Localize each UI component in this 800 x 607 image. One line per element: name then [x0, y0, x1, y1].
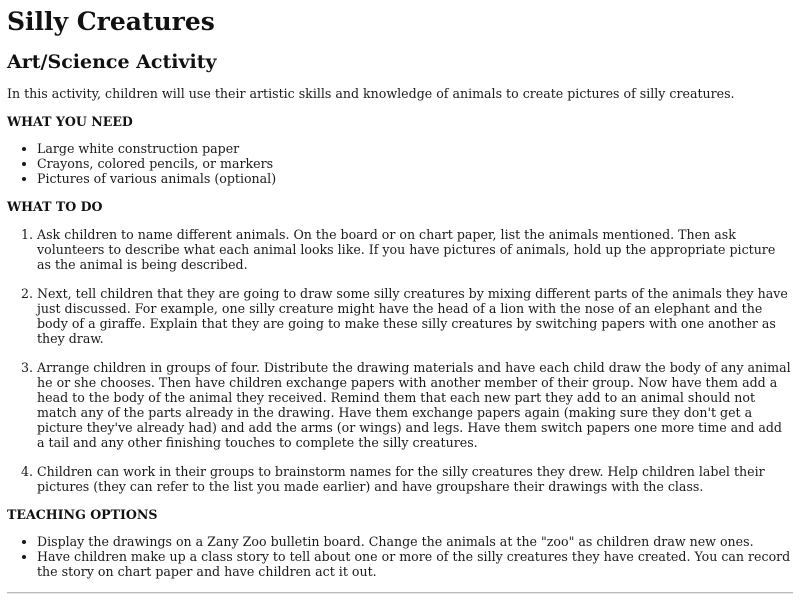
- page-subtitle: Art/Science Activity: [7, 51, 217, 73]
- teaching-options-list: [7, 534, 793, 579]
- list-item: • Large white construction paper: [37, 141, 793, 156]
- list-item: • Pictures of various animals (optional): [37, 171, 793, 186]
- step-item: 1. Ask children to name different animals. On the board or on chart paper, list the animals mentioned. Then ask volunteers to describe what each animal looks like. If you have pictures of animals, hold up the appropriate picture as the animal is being described.: [37, 227, 793, 272]
- step-item: 2. Next, tell children that they are going to draw some silly creatures by mixing different parts of the animals they have just discussed. For example, one silly creature might have the head of a lion with the nose of an elephant and the body of a giraffe. Explain that they are going to make these silly creatures by switching papers with one another as they draw.: [37, 286, 793, 346]
- list-item: • Crayons, colored pencils, or markers: [37, 156, 793, 171]
- section-heading-teaching-options: TEACHING OPTIONS: [7, 507, 158, 522]
- materials-list: [7, 141, 793, 186]
- list-item: • Display the drawings on a Zany Zoo bulletin board. Change the animals at the "zoo" as children draw new ones.: [37, 534, 793, 549]
- step-item: 3. Arrange children in groups of four. Distribute the drawing materials and have each child draw the body of any animal he or she chooses. Then have children exchange papers with another member of their group. Now have them add a head to the body of the animal they received. Remind them that each new part they add to an animal should not match any of the parts already in the drawing. Have them exchange papers again (making sure they don't get a picture they've already had) and add the arms (or wings) and legs. Have them switch papers one more time and add a tail and any other finishing touches to complete the silly creatures.: [37, 360, 793, 450]
- document-page: [0, 7, 800, 594]
- section-heading-what-you-need: WHAT YOU NEED: [7, 114, 133, 129]
- divider: [7, 592, 793, 594]
- section-heading-what-to-do: WHAT TO DO: [7, 199, 103, 214]
- list-item: • Have children make up a class story to tell about one or more of the silly creatures they have created. You can record the story on chart paper and have children act it out.: [37, 549, 793, 579]
- steps-list: [7, 227, 793, 494]
- page-title: Silly Creatures: [7, 7, 215, 36]
- intro-paragraph: In this activity, children will use their artistic skills and knowledge of animals to create pictures of silly creatures.: [7, 86, 735, 101]
- step-item: 4. Children can work in their groups to brainstorm names for the silly creatures they drew. Help children label their pictures (they can refer to the list you made earlier) and have groupshare their drawings with the class.: [37, 464, 793, 494]
